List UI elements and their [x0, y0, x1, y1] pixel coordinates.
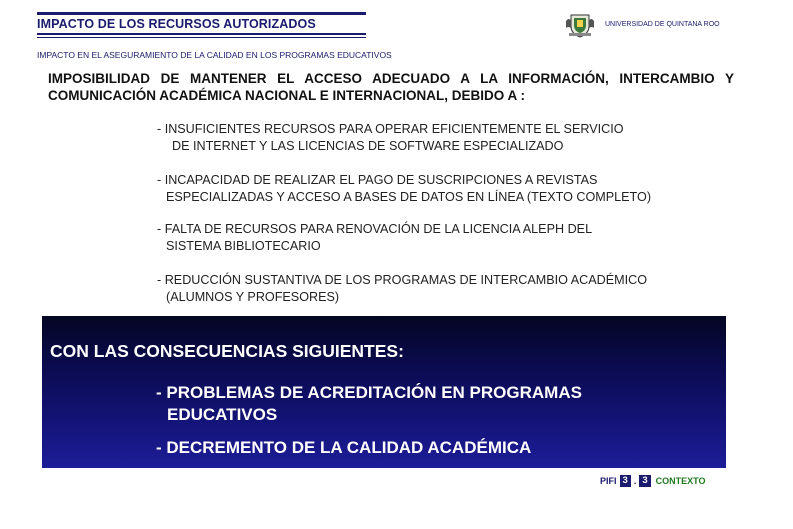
consequence-item — [156, 437, 531, 459]
consequence-line-2: EDUCATIVOS — [167, 405, 278, 424]
issue-line-1: - REDUCCIÓN SUSTANTIVA DE LOS PROGRAMAS DE INTERCAMBIO ACADÉMICO — [157, 273, 648, 287]
issue-item — [157, 272, 647, 306]
issue-item — [157, 172, 651, 206]
header-rule-top — [37, 12, 366, 15]
footer-number-box: 3 — [620, 475, 631, 487]
footer-reference — [600, 475, 705, 487]
issue-line-1: - INSUFICIENTES RECURSOS PARA OPERAR EFICIENTEMENTE EL SERVICIO — [157, 122, 624, 136]
footer-number-box: 3 — [639, 475, 650, 487]
university-crest-logo — [565, 12, 595, 38]
footer-separator: . — [633, 476, 637, 486]
header-rule-thin — [37, 37, 366, 38]
issue-line-2: (ALUMNOS Y PROFESORES) — [166, 290, 340, 304]
issue-item — [157, 221, 592, 255]
issue-line-2: DE INTERNET Y LAS LICENCIAS DE SOFTWARE ESPECIALIZADO — [172, 139, 564, 153]
consequences-panel — [42, 316, 726, 468]
consequence-item — [156, 382, 582, 426]
consequences-heading: CON LAS CONSECUENCIAS SIGUIENTES: — [50, 341, 404, 361]
issue-item — [157, 121, 624, 155]
university-name: UNIVERSIDAD DE QUINTANA ROO — [605, 21, 720, 28]
issue-line-1: - INCAPACIDAD DE REALIZAR EL PAGO DE SUSCRIPCIONES A REVISTAS — [157, 173, 598, 187]
header-rule-bottom — [37, 33, 366, 35]
consequence-line-1: - PROBLEMAS DE ACREDITACIÓN EN PROGRAMAS — [156, 383, 582, 402]
consequence-line-1: - DECREMENTO DE LA CALIDAD ACADÉMICA — [156, 438, 532, 457]
issue-line-2: SISTEMA BIBLIOTECARIO — [166, 239, 321, 253]
issue-line-2: ESPECIALIZADAS Y ACCESO A BASES DE DATOS EN LÍNEA (TEXTO COMPLETO) — [166, 190, 652, 204]
page-title: IMPACTO DE LOS RECURSOS AUTORIZADOS — [37, 17, 316, 31]
footer-label: PIFI — [600, 476, 617, 486]
page-subtitle: IMPACTO EN EL ASEGURAMIENTO DE LA CALIDAD EN LOS PROGRAMAS EDUCATIVOS — [37, 50, 392, 60]
issue-line-1: - FALTA DE RECURSOS PARA RENOVACIÓN DE LA LICENCIA ALEPH DEL — [157, 222, 593, 236]
footer-context: CONTEXTO — [655, 476, 706, 486]
intro-paragraph: IMPOSIBILIDAD DE MANTENER EL ACCESO ADECUADO A LA INFORMACIÓN, INTERCAMBIO Y COMUNICACIÓN ACADÉMICA NACIONAL E INTERNACIONAL, DEBIDO A : — [48, 71, 734, 103]
